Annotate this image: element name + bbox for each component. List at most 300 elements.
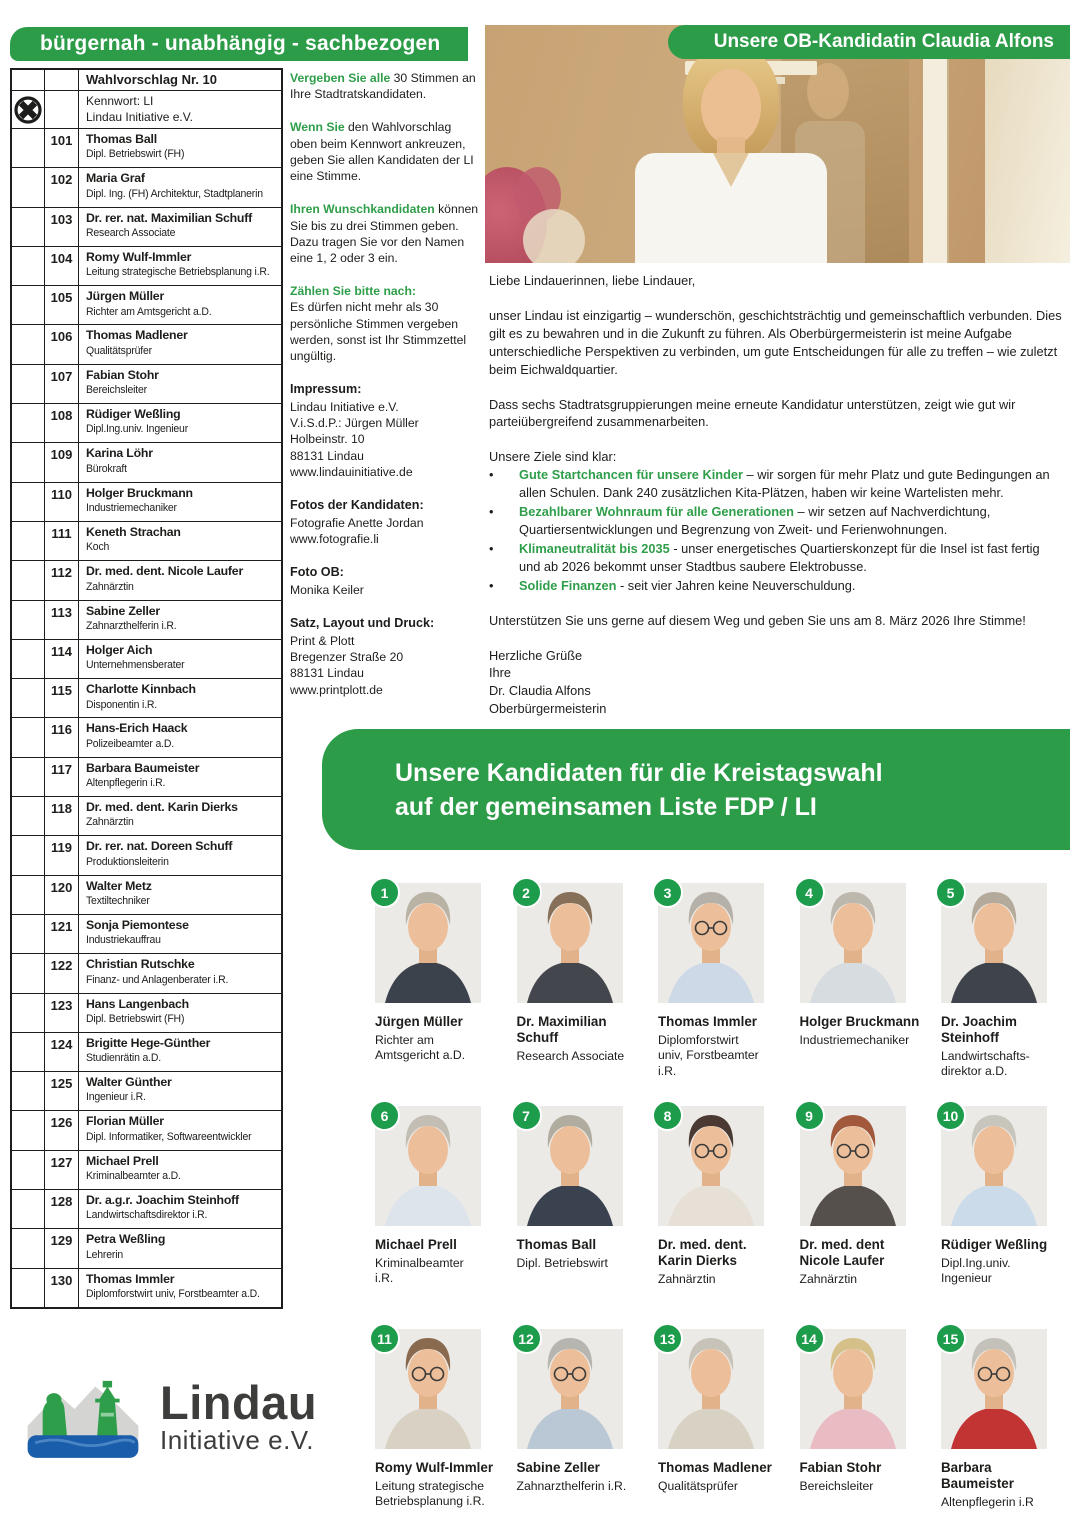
ballot-cross-icon	[13, 95, 43, 125]
instruction-text: 30 Stimmen an Ihre Stadtratskandidaten.	[290, 71, 476, 102]
candidate-occupation: Ingenieur i.R.	[86, 1091, 146, 1104]
imprint-sections	[290, 381, 480, 698]
kreistag-candidate-card	[800, 883, 929, 1106]
goal-lead: Solide Finanzen	[519, 577, 617, 593]
window-pane	[985, 25, 1070, 263]
candidate-name: Keneth Strachan	[86, 524, 181, 539]
instruction-lead: Wenn Sie	[290, 120, 345, 135]
vote-checkbox-cell[interactable]	[12, 1111, 45, 1149]
kreistag-candidate-card	[658, 1329, 787, 1536]
vote-checkbox-cell[interactable]	[12, 601, 45, 639]
ballot-rows	[12, 128, 281, 1307]
kreistag-candidate-occupation: Industriemechaniker	[799, 1033, 910, 1048]
candidate-portrait	[800, 1329, 906, 1449]
table-row	[12, 403, 281, 442]
bullet-icon: •	[489, 540, 494, 556]
kreistag-candidate-card	[375, 1106, 504, 1329]
candidate-name: Romy Wulf-Immler	[86, 249, 192, 264]
candidate-number: 130	[45, 1269, 79, 1307]
kreistag-candidate-name: Jürgen Müller	[375, 1014, 463, 1029]
vote-checkbox-cell[interactable]	[12, 1151, 45, 1189]
instruction-text: den Wahlvorschlag oben beim Kennwort ankreuzen, geben Sie allen Kandidaten der LI eine Stimme.	[290, 120, 474, 184]
bullet-icon: •	[489, 577, 494, 593]
imprint-section	[290, 615, 480, 698]
kreistag-candidate-name: Dr. med. dent. Karin Dierks	[658, 1237, 747, 1269]
kreistag-candidate-occupation: Dipl.Ing.univ. Ingenieur	[941, 1256, 1011, 1286]
candidate-occupation: Lehrerin	[86, 1248, 123, 1261]
candidate-occupation: Richter am Amtsgericht a.D.	[86, 305, 212, 318]
ballot-keyword: Kennwort: LI Lindau Initiative e.V.	[86, 94, 193, 125]
kreistag-candidate-name: Sabine Zeller	[516, 1460, 600, 1475]
ob-banner	[668, 25, 1070, 59]
candidate-name: Sabine Zeller	[86, 603, 160, 618]
kreistag-candidate-card	[517, 883, 646, 1106]
vote-checkbox-cell[interactable]	[12, 365, 45, 403]
vote-checkbox-cell[interactable]	[12, 994, 45, 1032]
vote-checkbox-cell[interactable]	[12, 208, 45, 246]
table-row	[12, 678, 281, 717]
candidate-name: Holger Bruckmann	[86, 485, 193, 500]
candidate-name: Florian Müller	[86, 1114, 164, 1129]
goal-text: - seit vier Jahren keine Neuverschuldung.	[616, 577, 856, 593]
candidate-occupation: Research Associate	[86, 226, 176, 239]
lindau-initiative-logo	[22, 1366, 317, 1468]
candidate-occupation: Studienrätin a.D.	[86, 1052, 161, 1065]
vote-checkbox-cell[interactable]	[12, 325, 45, 363]
instruction-lead: Ihren Wunschkandidaten	[290, 202, 435, 217]
goal-item	[489, 540, 1062, 576]
table-row	[12, 875, 281, 914]
table-row	[12, 1110, 281, 1149]
vote-checkbox-cell[interactable]	[12, 404, 45, 442]
table-row	[12, 600, 281, 639]
candidate-portrait	[800, 1106, 906, 1226]
rank-badge: 13	[652, 1323, 683, 1354]
candidate-portrait	[941, 883, 1047, 1003]
vote-checkbox-cell[interactable]	[12, 522, 45, 560]
candidate-occupation: Landwirtschaftsdirektor i.R.	[86, 1209, 208, 1222]
candidate-occupation: Disponentin i.R.	[86, 698, 158, 711]
kreistag-candidate-card	[941, 1106, 1070, 1329]
table-row	[12, 1150, 281, 1189]
imprint-lines: Fotografie Anette Jordan www.fotografie.li	[290, 515, 424, 547]
candidate-occupation: Diplomforstwirt univ, Forstbeamter a.D.	[86, 1287, 260, 1300]
kreistag-candidate-name: Rüdiger Weßling	[941, 1237, 1048, 1252]
candidate-name: Brigitte Hege-Günther	[86, 1035, 211, 1050]
candidate-number: 113	[45, 601, 79, 639]
kreistag-candidate-occupation: Diplomforstwirt univ, Forstbeamter i.R.	[658, 1033, 759, 1078]
instruction-block	[290, 283, 480, 364]
table-row	[12, 1228, 281, 1267]
candidate-occupation: Bürokraft	[86, 462, 127, 475]
table-row	[12, 364, 281, 403]
rank-badge: 6	[369, 1100, 400, 1131]
candidate-name: Holger Aich	[86, 642, 153, 657]
table-row	[12, 128, 281, 167]
vote-checkbox-cell[interactable]	[12, 443, 45, 481]
candidate-number: 111	[45, 522, 79, 560]
kreistag-banner	[322, 729, 1070, 850]
candidate-name: Hans-Erich Haack	[86, 721, 188, 736]
candidate-occupation: Dipl. Ing. (FH) Architektur, Stadtplanerin	[86, 187, 263, 200]
vote-checkbox-cell[interactable]	[12, 1072, 45, 1110]
kreistag-candidate-occupation: Qualitätsprüfer	[658, 1479, 738, 1494]
kreistag-grid	[375, 883, 1070, 1536]
window-frame	[923, 25, 949, 263]
candidate-occupation: Qualitätsprüfer	[86, 344, 152, 357]
candidate-portrait	[941, 1106, 1047, 1226]
kreistag-candidate-occupation: Zahnärztin	[658, 1272, 716, 1287]
candidate-name: Thomas Madlener	[86, 328, 188, 343]
table-row	[12, 285, 281, 324]
candidate-occupation: Dipl.Ing.univ. Ingenieur	[86, 423, 189, 436]
rank-badge: 7	[511, 1100, 542, 1131]
instruction-lead: Zählen Sie bitte nach:	[290, 284, 416, 299]
candidate-number: 123	[45, 994, 79, 1032]
instruction-blocks	[290, 70, 480, 364]
vote-checkbox-cell[interactable]	[12, 561, 45, 599]
kreistag-candidate-name: Holger Bruckmann	[799, 1014, 920, 1029]
candidate-name: Walter Günther	[86, 1075, 172, 1090]
candidate-number: 126	[45, 1111, 79, 1149]
kreistag-candidate-name: Michael Prell	[375, 1237, 457, 1252]
kreistag-candidate-occupation: Altenpflegerin i.R	[941, 1495, 1034, 1510]
vote-checkbox-cell[interactable]	[12, 758, 45, 796]
rank-badge: 11	[369, 1323, 400, 1354]
candidate-occupation: Zahnärztin	[86, 816, 134, 829]
table-row	[12, 639, 281, 678]
candidate-name: Dr. rer. nat. Doreen Schuff	[86, 839, 233, 854]
goal-text: - unser energetisches Quartierskonzept für die Insel ist fast fertig und ab 2026 bekommt unser Stadtbus saubere Elektrobusse.	[519, 540, 1040, 574]
kreistag-candidate-occupation: Zahnarzthelferin i.R.	[516, 1479, 627, 1494]
candidate-name: Charlotte Kinnbach	[86, 682, 196, 697]
vote-checkbox-cell[interactable]	[12, 836, 45, 874]
candidate-portrait	[375, 1106, 481, 1226]
rank-badge: 5	[935, 877, 966, 908]
candidate-occupation: Polizeibeamter a.D.	[86, 737, 174, 750]
candidate-portrait	[658, 1329, 764, 1449]
goal-item	[489, 503, 1062, 539]
candidate-portrait	[800, 883, 906, 1003]
candidate-occupation: Koch	[86, 541, 110, 554]
vote-checkbox-cell[interactable]	[12, 483, 45, 521]
candidate-name: Thomas Immler	[86, 1271, 175, 1286]
kreistag-candidate-card	[941, 883, 1070, 1106]
goal-item	[489, 577, 1062, 595]
table-row	[12, 482, 281, 521]
table-row	[12, 914, 281, 953]
candidate-portrait	[375, 883, 481, 1003]
ballot-table	[10, 68, 283, 1309]
candidate-portrait	[658, 1106, 764, 1226]
imprint-lines: Print & Plott Bregenzer Straße 20 88131 Lindau www.printplott.de	[290, 633, 404, 697]
kreistag-banner-text: Unsere Kandidaten für die Kreistagswahl auf der gemeinsamen Liste FDP / LI	[395, 759, 883, 822]
vote-checkbox-cell[interactable]	[12, 129, 45, 167]
table-row	[12, 757, 281, 796]
table-row	[12, 246, 281, 285]
candidate-number: 101	[45, 129, 79, 167]
table-row	[12, 993, 281, 1032]
candidate-number: 121	[45, 915, 79, 953]
kreistag-candidate-card	[375, 883, 504, 1106]
ob-letter	[489, 272, 1062, 718]
imprint-section	[290, 497, 480, 547]
goals-intro: Unsere Ziele sind klar:	[489, 449, 617, 465]
candidate-name: Petra Weßling	[86, 1232, 166, 1247]
goal-text: – wir setzen auf Nachverdichtung, Quartiersentwicklungen und Begrenzung von Zweit- und Ferienwohnungen.	[519, 504, 991, 537]
vote-checkbox-cell[interactable]	[12, 954, 45, 992]
table-row	[12, 796, 281, 835]
candidate-occupation: Kriminalbeamter a.D.	[86, 1170, 181, 1183]
candidate-name: Hans Langenbach	[86, 996, 189, 1011]
table-row	[12, 167, 281, 206]
kreistag-candidate-occupation: Leitung strategische Betriebsplanung i.R.	[375, 1479, 485, 1509]
rank-badge: 14	[794, 1323, 825, 1354]
table-row	[12, 1268, 281, 1307]
candidate-number: 108	[45, 404, 79, 442]
kreistag-candidate-card	[658, 883, 787, 1106]
candidate-portrait	[375, 1329, 481, 1449]
kreistag-candidate-name: Thomas Madlener	[658, 1460, 772, 1475]
candidate-name: Dr. rer. nat. Maximilian Schuff	[86, 210, 253, 225]
ballot-title: Wahlvorschlag Nr. 10	[86, 72, 218, 87]
instruction-block	[290, 70, 480, 102]
vote-checkbox-cell[interactable]	[12, 286, 45, 324]
candidate-portrait	[941, 1329, 1047, 1449]
ob-figure-face	[701, 69, 761, 145]
goal-item	[489, 466, 1062, 502]
vote-checkbox-cell[interactable]	[12, 1190, 45, 1228]
instruction-block	[290, 201, 480, 266]
letter-closing: Unterstützen Sie uns gerne auf diesem Weg und geben Sie uns am 8. März 2026 Ihre Stimme!	[489, 612, 1026, 628]
candidate-number: 104	[45, 247, 79, 285]
instruction-lead: Vergeben Sie alle	[290, 71, 391, 85]
kreistag-candidate-card	[658, 1106, 787, 1329]
imprint-heading: Foto OB:	[290, 565, 344, 580]
kreistag-candidate-name: Dr. Joachim Steinhoff	[941, 1014, 1017, 1046]
candidate-name: Rüdiger Weßling	[86, 407, 181, 422]
rank-badge: 9	[794, 1100, 825, 1131]
candidate-occupation: Zahnärztin	[86, 580, 134, 593]
rank-badge: 3	[652, 877, 683, 908]
kreistag-candidate-occupation: Dipl. Betriebswirt	[516, 1256, 608, 1271]
ballot-mark-cell[interactable]	[12, 70, 45, 90]
goal-lead: Klimaneutralität bis 2035	[519, 540, 670, 556]
kreistag-candidate-card	[517, 1329, 646, 1536]
candidate-portrait	[517, 1329, 623, 1449]
goal-text: – wir sorgen für mehr Platz und gute Bedingungen an allen Schulen. Dank 240 zusätzlichen Kita-Plätzen, haben wir keine Wartelisten mehr.	[519, 467, 1050, 501]
kreistag-candidate-occupation: Richter am Amtsgericht a.D.	[375, 1033, 466, 1063]
candidate-number: 106	[45, 325, 79, 363]
candidate-number: 119	[45, 836, 79, 874]
rank-badge: 12	[511, 1323, 542, 1354]
slogan-banner	[10, 27, 468, 61]
table-row	[12, 207, 281, 246]
candidate-number: 115	[45, 679, 79, 717]
candidate-number: 105	[45, 286, 79, 324]
letter-signoff: Herzliche Grüße Ihre Dr. Claudia Alfons Oberbürgermeisterin	[489, 647, 607, 717]
kreistag-candidate-card	[517, 1106, 646, 1329]
kreistag-candidate-occupation: Landwirtschafts- direktor a.D.	[941, 1049, 1030, 1079]
voting-instructions	[290, 70, 480, 715]
letter-paragraph: unser Lindau ist einzigartig – wunderschön, geschichtsträchtig und gemeinschaftlich verbunden. Dies gilt es zu bewahren und in die Zukunft zu führen. Als Oberbürgermeisterin ist meine Aufgabe unterschiedliche Perspektiven zu verbinden, um gute Entscheidungen für alle zu treffen – wie zuletzt beim Eichwaldquartier.	[489, 307, 1062, 377]
rank-badge: 1	[369, 877, 400, 908]
candidate-portrait	[658, 883, 764, 1003]
kreistag-candidate-name: Barbara Baumeister	[941, 1460, 1014, 1492]
candidate-occupation: Zahnarzthelferin i.R.	[86, 619, 177, 632]
imprint-lines: Lindau Initiative e.V. V.i.S.d.P.: Jürgen Müller Holbeinstr. 10 88131 Lindau www.lindauinitiative.de	[290, 400, 419, 479]
candidate-name: Jürgen Müller	[86, 289, 165, 304]
candidate-portrait	[517, 1106, 623, 1226]
candidate-name: Thomas Ball	[86, 132, 157, 146]
kreistag-candidate-occupation: Bereichsleiter	[799, 1479, 874, 1494]
candidate-name: Sonja Piemontese	[86, 917, 189, 932]
candidate-number: 118	[45, 797, 79, 835]
candidate-number: 110	[45, 483, 79, 521]
instruction-text: können Sie bis zu drei Stimmen geben. Dazu tragen Sie vor den Namen eine 1, 2 oder 3 ein.	[290, 202, 479, 265]
imprint-heading: Fotos der Kandidaten:	[290, 498, 424, 513]
goal-lead: Bezahlbarer Wohnraum für alle Generationen	[519, 504, 794, 520]
vote-checkbox-cell[interactable]	[12, 915, 45, 953]
candidate-number: 124	[45, 1033, 79, 1071]
rank-badge: 8	[652, 1100, 683, 1131]
candidate-name: Christian Rutschke	[86, 957, 195, 972]
goals-list	[489, 466, 1062, 594]
slogan-text: bürgernah - unabhängig - sachbezogen	[40, 32, 441, 55]
vote-checkbox-cell[interactable]	[12, 640, 45, 678]
letter-paragraph: Dass sechs Stadtratsgruppierungen meine erneute Kandidatur unterstützen, zeigt wie gut wir parteiübergreifend zusammenarbeiten.	[489, 396, 1016, 430]
candidate-name: Dr. a.g.r. Joachim Steinhoff	[86, 1193, 239, 1208]
candidate-name: Barbara Baumeister	[86, 760, 200, 775]
logo-subtitle: Initiative e.V.	[160, 1424, 314, 1455]
vote-checkbox-cell[interactable]	[12, 718, 45, 756]
candidate-number: 128	[45, 1190, 79, 1228]
bullet-icon: •	[489, 467, 494, 483]
imprint-section	[290, 564, 480, 598]
letter-salutation: Liebe Lindauerinnen, liebe Lindauer,	[489, 273, 696, 288]
candidate-occupation: Dipl. Betriebswirt (FH)	[86, 1012, 185, 1025]
logo-graphic	[22, 1366, 144, 1468]
kreistag-candidate-card	[375, 1329, 504, 1536]
candidate-occupation: Bereichsleiter	[86, 384, 147, 397]
candidate-number: 109	[45, 443, 79, 481]
table-row	[12, 324, 281, 363]
ob-banner-text: Unsere OB-Kandidatin Claudia Alfons	[713, 31, 1054, 52]
kreistag-candidate-card	[800, 1329, 929, 1536]
kreistag-candidate-card	[941, 1329, 1070, 1536]
candidate-number: 120	[45, 876, 79, 914]
candidate-occupation: Produktionsleiterin	[86, 855, 169, 868]
candidate-name: Karina Löhr	[86, 446, 153, 461]
candidate-number: 122	[45, 954, 79, 992]
candidate-number: 102	[45, 168, 79, 206]
kreistag-candidate-name: Thomas Immler	[658, 1014, 757, 1029]
candidate-name: Michael Prell	[86, 1153, 159, 1168]
kreistag-candidate-name: Romy Wulf-Immler	[375, 1460, 494, 1475]
logo-title: Lindau	[160, 1375, 318, 1429]
imprint-lines: Monika Keiler	[290, 583, 364, 598]
imprint-heading: Satz, Layout und Druck:	[290, 616, 435, 631]
candidate-occupation: Leitung strategische Betriebsplanung i.R.	[86, 266, 270, 279]
candidate-number: 129	[45, 1229, 79, 1267]
rank-badge: 10	[935, 1100, 966, 1131]
candidate-number: 125	[45, 1072, 79, 1110]
candidate-name: Dr. med. dent. Karin Dierks	[86, 800, 238, 815]
candidate-portrait	[517, 883, 623, 1003]
candidate-number: 117	[45, 758, 79, 796]
instruction-text: Es dürfen nicht mehr als 30 persönliche Stimmen vergeben werden, sonst ist Ihr Stimmzettel ungültig.	[290, 300, 467, 364]
bullet-icon: •	[489, 504, 494, 520]
candidate-occupation: Dipl. Informatiker, Softwareentwickler	[86, 1130, 252, 1143]
table-row	[12, 835, 281, 874]
candidate-occupation: Unternehmensberater	[86, 659, 185, 672]
kreistag-candidate-occupation: Zahnärztin	[799, 1272, 858, 1287]
imprint-heading: Impressum:	[290, 382, 362, 397]
candidate-name: Dr. med. dent. Nicole Laufer	[86, 564, 244, 579]
candidate-number: 116	[45, 718, 79, 756]
table-row	[12, 717, 281, 756]
vote-checkbox-cell[interactable]	[12, 247, 45, 285]
candidate-occupation: Altenpflegerin i.R.	[86, 777, 166, 790]
kreistag-candidate-occupation: Research Associate	[516, 1049, 625, 1064]
vote-checkbox-cell[interactable]	[12, 1269, 45, 1307]
vote-checkbox-cell[interactable]	[12, 1229, 45, 1267]
table-row	[12, 560, 281, 599]
vote-checkbox-cell[interactable]	[12, 1033, 45, 1071]
kreistag-candidate-name: Dr. Maximilian Schuff	[516, 1014, 607, 1046]
kreistag-candidate-name: Fabian Stohr	[799, 1460, 882, 1475]
candidate-occupation: Finanz- und Anlagenberater i.R.	[86, 973, 229, 986]
ballot-keyword-row	[12, 90, 281, 128]
table-row	[12, 1071, 281, 1110]
rank-badge: 2	[511, 877, 542, 908]
candidate-number: 103	[45, 208, 79, 246]
candidate-name: Fabian Stohr	[86, 367, 159, 382]
candidate-occupation: Industriekauffrau	[86, 934, 161, 947]
rank-badge: 15	[935, 1323, 966, 1354]
candidate-name: Walter Metz	[86, 878, 152, 893]
vote-checkbox-cell[interactable]	[12, 168, 45, 206]
imprint-section	[290, 381, 480, 480]
table-row	[12, 953, 281, 992]
table-row	[12, 1032, 281, 1071]
table-row	[12, 521, 281, 560]
rank-badge: 4	[794, 877, 825, 908]
candidate-occupation: Industriemechaniker	[86, 502, 177, 515]
vote-checkbox-cell[interactable]	[12, 876, 45, 914]
goal-lead: Gute Startchancen für unsere Kinder	[519, 467, 743, 483]
candidate-number: 107	[45, 365, 79, 403]
table-row	[12, 1189, 281, 1228]
candidate-number: 112	[45, 561, 79, 599]
vote-checkbox-cell[interactable]	[12, 797, 45, 835]
candidate-number: 114	[45, 640, 79, 678]
ballot-x-cell[interactable]	[12, 91, 45, 128]
ob-candidate-photo	[485, 25, 1070, 263]
table-row	[12, 442, 281, 481]
vote-checkbox-cell[interactable]	[12, 679, 45, 717]
kreistag-candidate-name: Thomas Ball	[516, 1237, 597, 1252]
candidate-occupation: Dipl. Betriebswirt (FH)	[86, 148, 185, 161]
instruction-block	[290, 119, 480, 184]
candidate-number: 127	[45, 1151, 79, 1189]
candidate-occupation: Textiltechniker	[86, 895, 150, 907]
ballot-header-row	[12, 70, 281, 90]
candidate-name: Maria Graf	[86, 171, 145, 186]
kreistag-candidate-name: Dr. med. dent Nicole Laufer	[799, 1237, 885, 1269]
kreistag-candidate-occupation: Kriminalbeamter i.R.	[375, 1256, 464, 1286]
kreistag-candidate-card	[800, 1106, 929, 1329]
